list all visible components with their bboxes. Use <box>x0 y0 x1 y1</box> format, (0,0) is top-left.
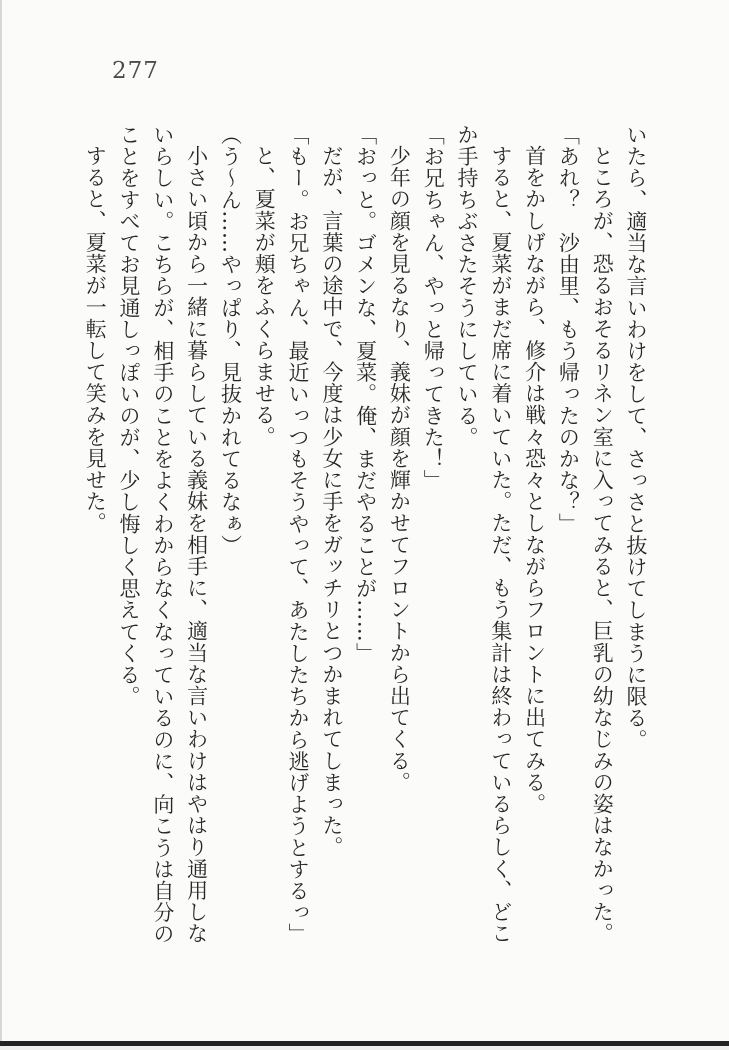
text-line: いたら、適当な言いわけをして、さっさと抜けてしまうに限る。 <box>624 124 648 751</box>
text-line: すると、夏菜がまだ席に着いていた。ただ、もう集計は終わっているらしく、どこ <box>488 145 513 945</box>
text-line: ところが、恐るおそるリネン室に入ってみると、巨乳の幼なじみの姿はなかった。 <box>590 145 615 945</box>
body-text <box>76 124 652 962</box>
text-line: 「もー。お兄ちゃん、最近いっつもそうやって、あたしたちから逃げようとするっ」 <box>286 124 311 945</box>
text-line: 首をかしげながら、修介は戦々恐々としながらフロントに出てみる。 <box>522 145 547 815</box>
text-line: 「お兄ちゃん、やっと帰ってきた！」 <box>421 124 446 492</box>
text-line: ことをすべてお見通しっぽいのが、少し悔しく思えてくる。 <box>117 124 142 708</box>
text-line: 「あれ？ 沙由里、もう帰ったのかな？」 <box>556 124 581 535</box>
text-line: と、夏菜が頬をふくらませる。 <box>252 145 277 448</box>
scan-bottom-margin <box>0 1046 729 1050</box>
text-line: 「おっと。ゴメンな、夏菜。俺、まだやることが……」 <box>353 124 378 664</box>
scan-left-edge <box>0 0 2 1050</box>
text-line: いらしい。こちらが、相手のことをよくわからなくなっているのに、向こうは自分の <box>150 124 175 945</box>
text-line: 小さい頃から一緒に暮らしている義妹を相手に、適当な言いわけはやはり通用しな <box>184 145 209 945</box>
text-line: だが、言葉の途中で、今度は少女に手をガッチリとつかまれてしまった。 <box>319 145 344 858</box>
page-number: 277 <box>112 58 159 84</box>
text-line: すると、夏菜が一転して笑みを見せた。 <box>83 145 108 534</box>
text-line: か手持ちぶさたそうにしている。 <box>455 124 480 448</box>
text-line: （う～ん……やっぱり、見抜かれてるなぁ） <box>218 124 243 556</box>
text-line: 少年の顔を見るなり、義妹が顔を輝かせてフロントから出てくる。 <box>387 145 412 793</box>
